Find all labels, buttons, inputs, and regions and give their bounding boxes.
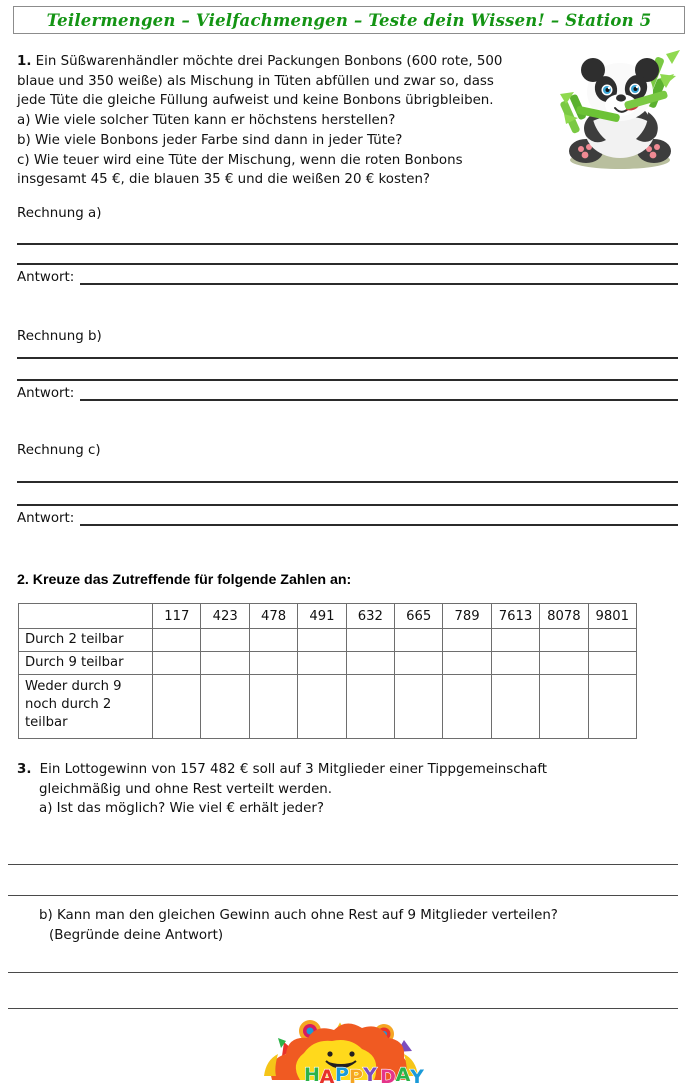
table-cell-r1-c9[interactable]	[588, 652, 636, 675]
happy-day-logo	[248, 1018, 448, 1088]
table-cell-r2-c9[interactable]	[588, 675, 636, 739]
table-cell-r2-c5[interactable]	[395, 675, 443, 739]
antwort-a-writing-line[interactable]	[80, 272, 678, 285]
table-cell-r0-c1[interactable]	[201, 629, 249, 652]
table-cell-r2-c1[interactable]	[201, 675, 249, 739]
table-col-header-0: 117	[153, 604, 201, 629]
panda-illustration	[548, 48, 688, 170]
antwort-b-writing-line[interactable]	[80, 388, 678, 401]
task-3b-writing-line-2[interactable]	[8, 1008, 678, 1009]
table-cell-r0-c4[interactable]	[346, 629, 394, 652]
table-cell-r0-c7[interactable]	[491, 629, 539, 652]
task-1-line-2: blaue und 350 weiße) als Mischung in Tüten abfüllen und zwar so, dass	[17, 73, 494, 89]
table-cell-r2-c8[interactable]	[540, 675, 588, 739]
page-title: Teilermengen – Vielfachmengen – Teste dein Wissen! – Station 5	[46, 10, 652, 30]
table-row-label-durch-2: Durch 2 teilbar	[19, 629, 153, 652]
table-row-label-durch-9: Durch 9 teilbar	[19, 652, 153, 675]
table-corner-cell	[19, 604, 153, 629]
table-cell-r2-c7[interactable]	[491, 675, 539, 739]
table-cell-r0-c5[interactable]	[395, 629, 443, 652]
table-col-header-2: 478	[249, 604, 297, 629]
table-cell-r0-c8[interactable]	[540, 629, 588, 652]
table-cell-r1-c7[interactable]	[491, 652, 539, 675]
table-cell-r1-c2[interactable]	[249, 652, 297, 675]
weder-line-2: noch durch 2	[25, 697, 112, 712]
task-1-line-3: jede Tüte die gleiche Füllung aufweist und keine Bonbons übrigbleiben.	[17, 93, 494, 109]
antwort-a-label: Antwort:	[17, 270, 75, 285]
antwort-b-label: Antwort:	[17, 386, 75, 401]
table-cell-r1-c5[interactable]	[395, 652, 443, 675]
table-cell-r2-c6[interactable]	[443, 675, 491, 739]
table-cell-r0-c2[interactable]	[249, 629, 297, 652]
table-row	[19, 629, 637, 652]
rechnung-c-label: Rechnung c)	[17, 443, 101, 458]
table-col-header-3: 491	[298, 604, 346, 629]
table-row	[19, 675, 637, 739]
svg-text:P: P	[335, 1064, 349, 1086]
table-cell-r2-c3[interactable]	[298, 675, 346, 739]
task-3b-statement	[17, 906, 657, 945]
task-3a-writing-line-1[interactable]	[8, 864, 678, 865]
rechnung-a-writing-line-1[interactable]	[17, 243, 678, 245]
svg-text:A: A	[319, 1066, 335, 1088]
svg-text:D: D	[380, 1066, 396, 1088]
task-3a-writing-line-2[interactable]	[8, 895, 678, 896]
table-col-header-8: 8078	[540, 604, 588, 629]
table-col-header-7: 7613	[491, 604, 539, 629]
table-row-label-weder	[19, 675, 153, 739]
svg-text:A: A	[395, 1064, 411, 1086]
task-3-line-b1: b) Kann man den gleichen Gewinn auch ohne Rest auf 9 Mitglieder verteilen?	[39, 908, 558, 923]
table-cell-r0-c0[interactable]	[153, 629, 201, 652]
task-2-heading: 2. Kreuze das Zutreffende für folgende Zahlen an:	[17, 572, 352, 588]
table-cell-r2-c2[interactable]	[249, 675, 297, 739]
table-cell-r1-c0[interactable]	[153, 652, 201, 675]
rechnung-c-writing-line-1[interactable]	[17, 481, 678, 483]
rechnung-a-label: Rechnung a)	[17, 206, 102, 221]
task-3-line-a: a) Ist das möglich? Wie viel € erhält jeder?	[39, 801, 324, 817]
table-cell-r2-c4[interactable]	[346, 675, 394, 739]
task-3-line-2: gleichmäßig und ohne Rest verteilt werden.	[39, 781, 333, 797]
table-cell-r0-c9[interactable]	[588, 629, 636, 652]
task-1-line-c1: c) Wie teuer wird eine Tüte der Mischung, wenn die roten Bonbons	[17, 152, 463, 168]
weder-line-3: teilbar	[25, 715, 68, 730]
table-cell-r1-c8[interactable]	[540, 652, 588, 675]
task-3-line-b2: (Begründe deine Antwort)	[49, 927, 224, 943]
rechnung-b-label: Rechnung b)	[17, 329, 102, 344]
antwort-a-row[interactable]	[17, 265, 678, 285]
antwort-b-row[interactable]	[17, 381, 678, 401]
task-1-line-b: b) Wie viele Bonbons jeder Farbe sind dann in jeder Tüte?	[17, 132, 403, 148]
table-cell-r2-c0[interactable]	[153, 675, 201, 739]
svg-text:P: P	[349, 1066, 363, 1088]
table-col-header-1: 423	[201, 604, 249, 629]
table-cell-r0-c3[interactable]	[298, 629, 346, 652]
antwort-c-writing-line[interactable]	[80, 513, 678, 526]
task-1-statement	[17, 52, 537, 190]
table-cell-r1-c3[interactable]	[298, 652, 346, 675]
table-cell-r1-c4[interactable]	[346, 652, 394, 675]
svg-text:Y: Y	[410, 1066, 424, 1088]
antwort-c-row[interactable]	[17, 506, 678, 526]
table-row	[19, 652, 637, 675]
table-col-header-9: 9801	[588, 604, 636, 629]
table-cell-r1-c6[interactable]	[443, 652, 491, 675]
antwort-c-label: Antwort:	[17, 511, 75, 526]
worksheet-header-banner	[13, 6, 685, 34]
svg-text:Y: Y	[363, 1064, 377, 1086]
weder-line-1: Weder durch 9	[25, 679, 122, 694]
table-col-header-6: 789	[443, 604, 491, 629]
task-1-line-c2: insgesamt 45 €, die blauen 35 € und die weißen 20 € kosten?	[17, 172, 431, 188]
task-1-line-1: Ein Süßwarenhändler möchte drei Packungen Bonbons (600 rote, 500	[35, 54, 503, 69]
task-3-statement	[17, 760, 657, 819]
table-cell-r0-c6[interactable]	[443, 629, 491, 652]
task-3-line-1: Ein Lottogewinn von 157 482 € soll auf 3 Mitglieder einer Tippgemeinschaft	[39, 762, 548, 777]
task-1-number: 1.	[17, 54, 32, 69]
table-col-header-4: 632	[346, 604, 394, 629]
task-3b-writing-line-1[interactable]	[8, 972, 678, 973]
table-cell-r1-c1[interactable]	[201, 652, 249, 675]
svg-text:H: H	[304, 1064, 320, 1086]
divisibility-table	[18, 603, 637, 739]
table-header-row	[19, 604, 637, 629]
table-col-header-5: 665	[395, 604, 443, 629]
task-1-line-a: a) Wie viele solcher Tüten kann er höchstens herstellen?	[17, 113, 396, 129]
task-3-number: 3.	[17, 762, 32, 777]
rechnung-b-writing-line-1[interactable]	[17, 357, 678, 359]
